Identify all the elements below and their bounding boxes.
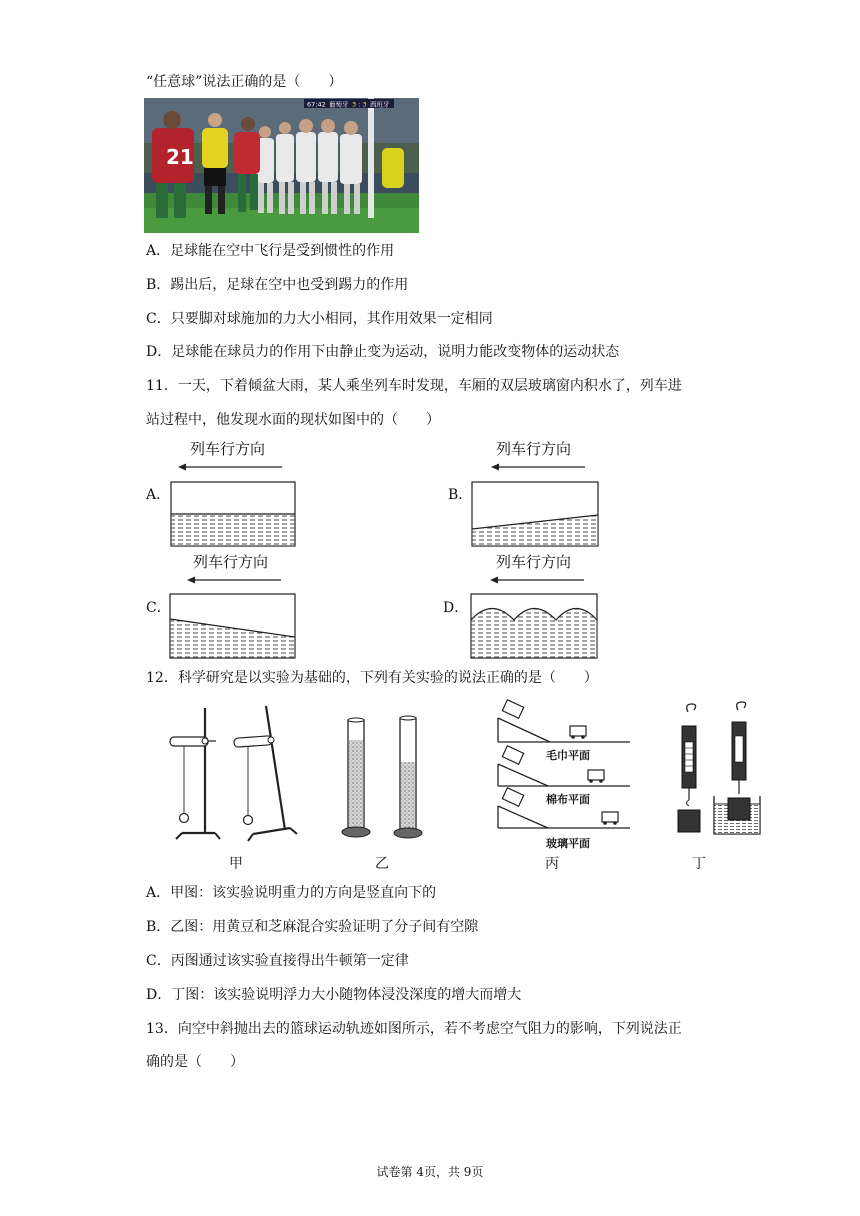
tank-d-direction-label: 列车行方向 bbox=[496, 553, 572, 571]
q13-stem-line2: 确的是（ ） bbox=[146, 1054, 244, 1070]
tank-a-graphic bbox=[170, 462, 296, 552]
tank-a-option-label: A． bbox=[146, 487, 171, 503]
q12-option-c: C．丙图通过该实验直接得出牛顿第一定律 bbox=[146, 953, 409, 969]
tank-d-graphic bbox=[470, 575, 598, 665]
figure-jia-label: 甲 bbox=[229, 856, 243, 872]
q11-stem-line1: 11．一天，下着倾盆大雨，某人乘坐列车时发现，车厢的双层玻璃窗内积水了，列车进 bbox=[146, 378, 682, 394]
surface-label-towel: 毛巾平面 bbox=[546, 749, 590, 762]
figure-ding-spring-scales bbox=[670, 702, 760, 842]
tank-b-option-label: B． bbox=[448, 487, 473, 503]
tank-b-graphic bbox=[471, 462, 599, 552]
q10-option-d: D．足球能在球员力的作用下由静止变为运动，说明力能改变物体的运动状态 bbox=[146, 344, 620, 360]
q10-option-b: B．踢出后，足球在空中也受到踢力的作用 bbox=[146, 277, 409, 293]
q10-option-c: C．只要脚对球施加的力大小相同，其作用效果一定相同 bbox=[146, 311, 493, 327]
tank-c-direction-label: 列车行方向 bbox=[193, 553, 269, 571]
tank-c-graphic bbox=[169, 575, 296, 665]
scoreboard-team-right: 西班牙 bbox=[370, 100, 390, 109]
q12-option-d: D．丁图：该实验说明浮力大小随物体浸没深度的增大而增大 bbox=[146, 987, 522, 1003]
figure-ding-label: 丁 bbox=[692, 856, 706, 872]
q10-option-a: A．足球能在空中飞行是受到惯性的作用 bbox=[146, 243, 395, 259]
figure-bing-ramps bbox=[490, 698, 635, 838]
surface-label-glass: 玻璃平面 bbox=[546, 837, 590, 850]
q11-stem-line2: 站过程中，他发现水面的现状如图中的（ ） bbox=[146, 412, 440, 428]
q12-option-a: A．甲图：该实验说明重力的方向是竖直向下的 bbox=[146, 885, 437, 901]
jersey-number: 21 bbox=[166, 145, 194, 169]
q10-stem: “任意球”说法正确的是（ ） bbox=[146, 74, 343, 90]
free-kick-photo bbox=[144, 98, 419, 233]
surface-label-cotton: 棉布平面 bbox=[546, 793, 590, 806]
tank-c-option-label: C． bbox=[146, 600, 171, 616]
scoreboard-score: 3 : 3 bbox=[352, 100, 367, 109]
figure-yi-cylinders bbox=[336, 710, 436, 845]
tank-a-direction-label: 列车行方向 bbox=[190, 440, 266, 458]
q12-option-b: B．乙图：用黄豆和芝麻混合实验证明了分子间有空隙 bbox=[146, 919, 479, 935]
scoreboard-team-left: 葡萄牙 bbox=[329, 100, 349, 109]
tank-d-option-label: D． bbox=[443, 600, 469, 616]
scoreboard-time: 67:42 bbox=[307, 100, 326, 109]
q12-stem: 12．科学研究是以实验为基础的，下列有关实验的说法正确的是（ ） bbox=[146, 670, 598, 686]
figure-jia-pendulums bbox=[160, 700, 310, 850]
figure-bing-label: 丙 bbox=[545, 856, 559, 872]
figure-yi-label: 乙 bbox=[375, 856, 389, 872]
q13-stem-line1: 13．向空中斜抛出去的篮球运动轨迹如图所示，若不考虑空气阻力的影响，下列说法正 bbox=[146, 1021, 682, 1037]
page-footer: 试卷第 4页，共 9页 bbox=[376, 1165, 484, 1179]
tank-b-direction-label: 列车行方向 bbox=[496, 440, 572, 458]
free-kick-photo-graphic bbox=[144, 98, 419, 233]
